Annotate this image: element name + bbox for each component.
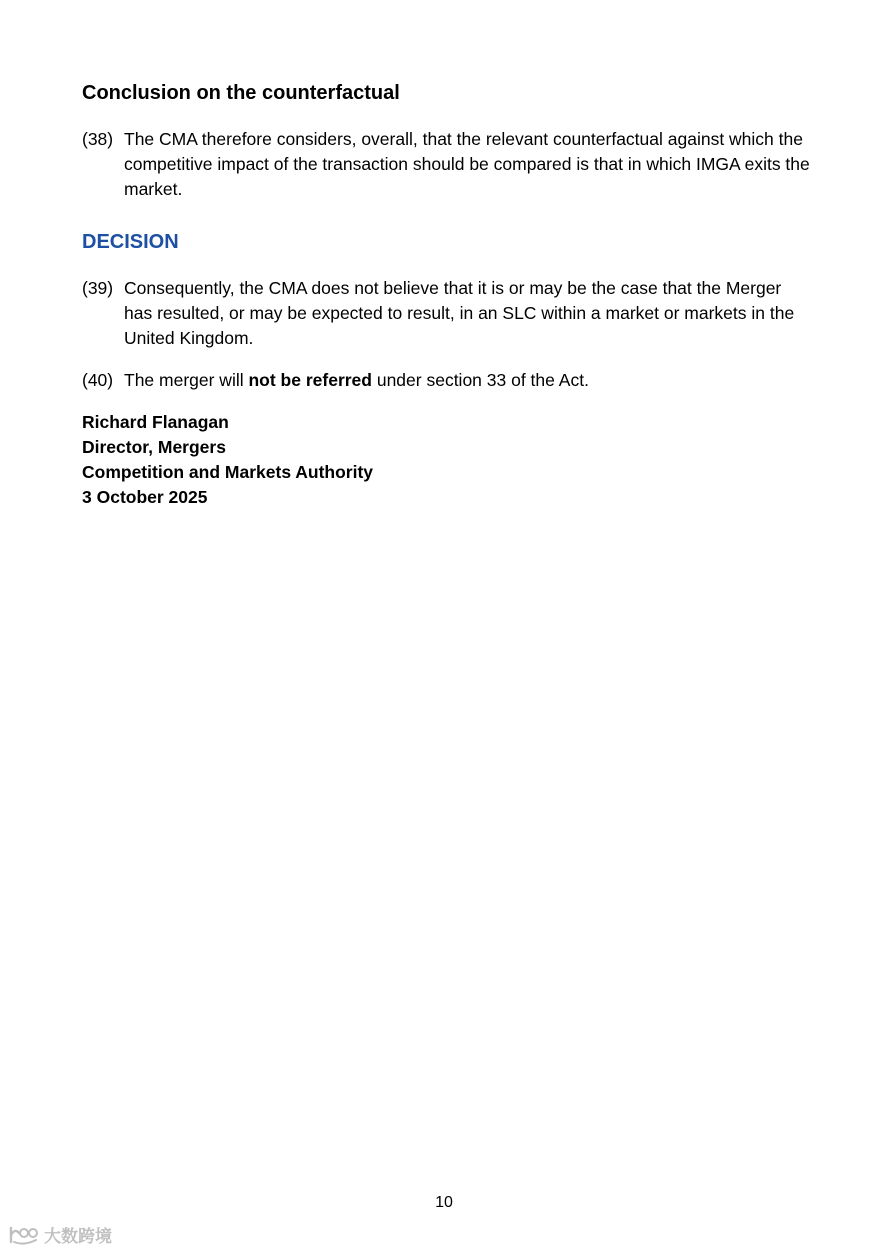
watermark-text: 大数跨境 [44,1227,112,1246]
paragraph-text-after: under section 33 of the Act. [371,370,589,390]
heading-decision: DECISION [82,231,179,253]
paragraph-text [124,368,812,393]
paragraph-text: Consequently, the CMA does not believe that it is or may be the case that the Merger has resulted, or may be expected to result, in an SLC within a market or markets in the United Kingdom. [124,278,795,348]
signatory-name: Richard Flanagan [82,412,229,432]
paragraph-text-before: The merger will [124,370,249,390]
page-number: 10 [435,1194,453,1211]
signatory-organisation: Competition and Markets Authority [82,462,374,482]
paragraph-number: (38) [82,129,114,149]
paragraph-number: (40) [82,370,114,390]
signatory-title: Director, Mergers [82,437,226,457]
paragraph-40 [82,368,812,393]
signature-block [82,410,373,510]
signature-date: 3 October 2025 [82,487,208,507]
paragraph-number: (39) [82,278,114,298]
paragraph-38 [82,127,812,202]
heading-counterfactual: Conclusion on the counterfactual [82,82,400,104]
paragraph-text-bold: not be referred [248,370,372,390]
watermark-logo-icon [8,1224,40,1246]
paragraph-39 [82,276,812,351]
paragraph-text: The CMA therefore considers, overall, that the relevant counterfactual against which the competitive impact of the transaction should be compared is that in which IMGA exits the market. [124,129,810,199]
watermark [8,1222,112,1247]
